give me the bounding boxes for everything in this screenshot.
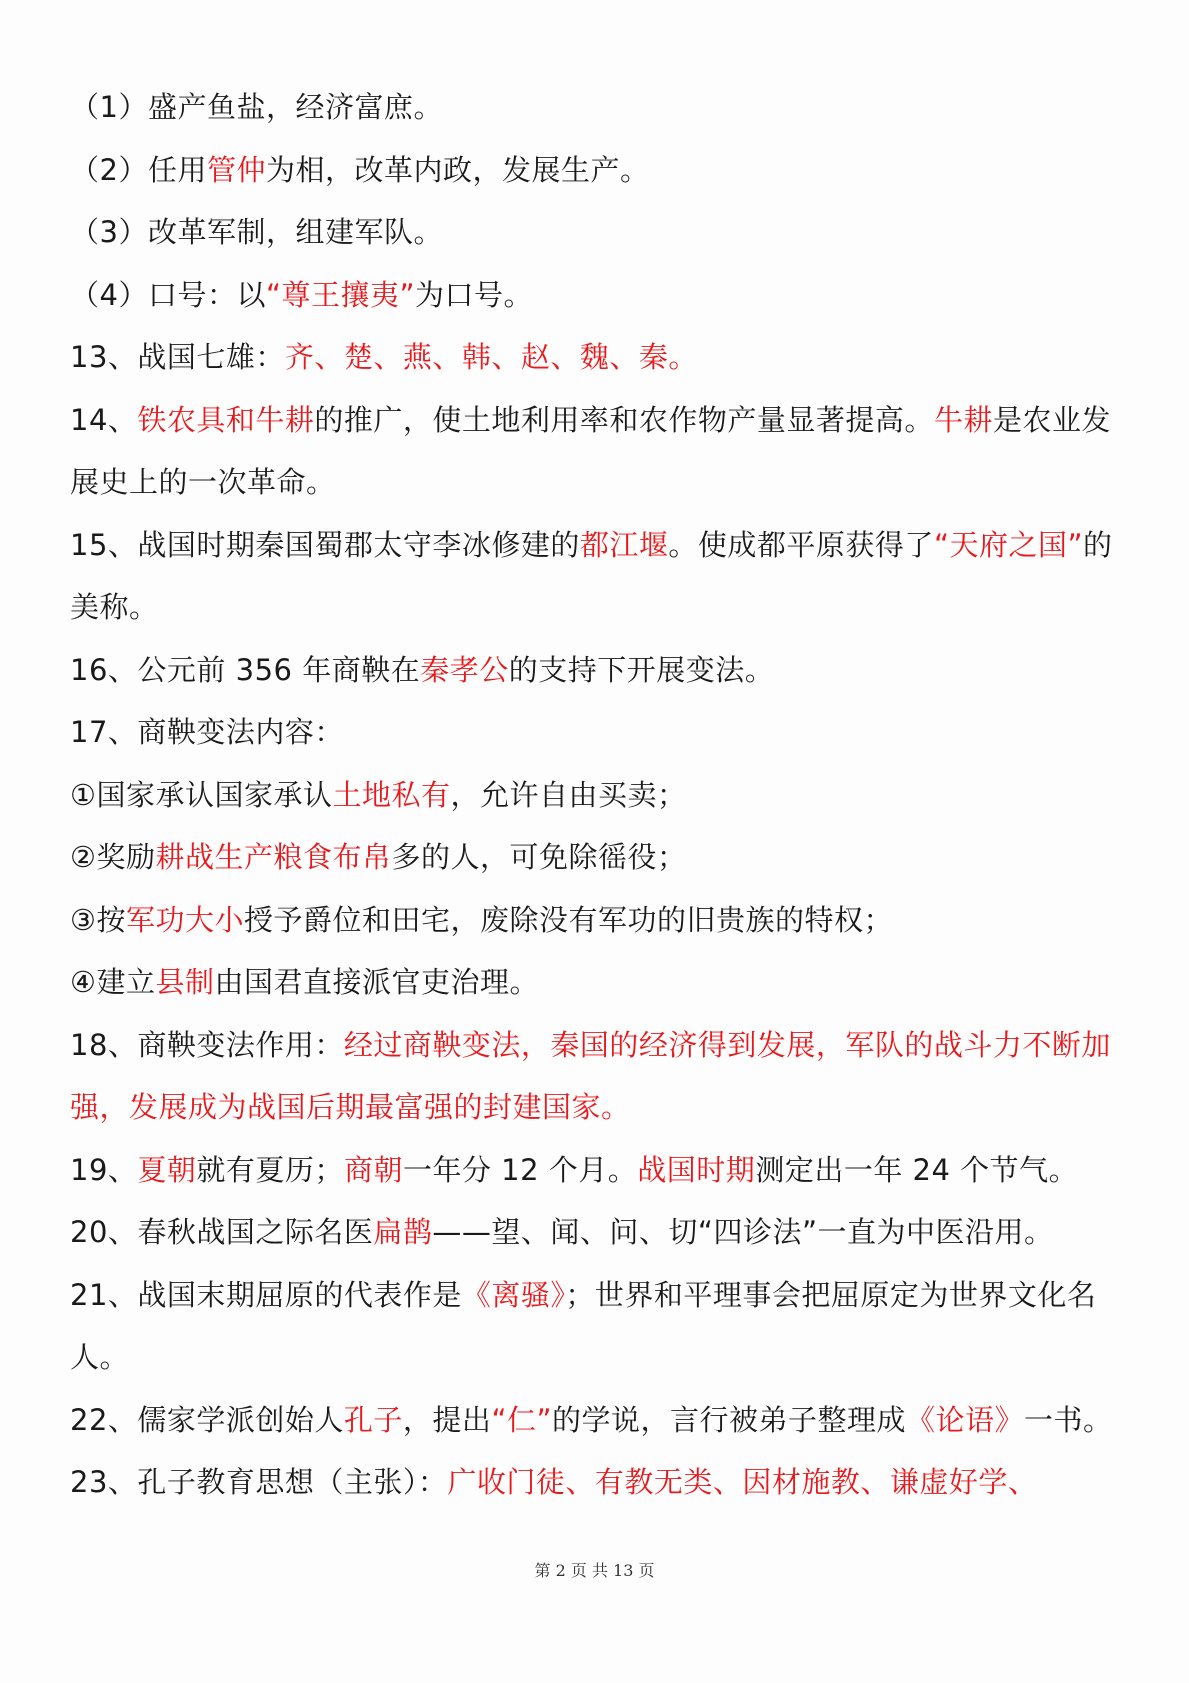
body-text: 一年分 12 个月。 [402, 1152, 638, 1187]
body-text: 为口号。 [415, 277, 534, 312]
text-line [70, 889, 1130, 952]
body-text: 14、 [70, 402, 138, 437]
document-body [70, 76, 1130, 1514]
body-text: 13、战国七雄： [70, 340, 285, 374]
highlight-text: 广收门徒、有教无类、因材施教、谦虚好学、 [447, 1465, 1038, 1499]
text-line [70, 76, 1130, 139]
text-line [70, 764, 1130, 827]
text-line [70, 326, 1130, 389]
body-text: 17、商鞅变法内容： [70, 715, 344, 749]
body-text: ④建立 [70, 965, 156, 999]
body-text: 由国君直接派官吏治理。 [214, 965, 540, 999]
body-text: 19、 [70, 1152, 138, 1187]
body-text: （2）任用 [70, 152, 207, 187]
highlight-text: 土地私有 [332, 777, 451, 812]
highlight-text: 耕战生产粮食布帛 [155, 840, 392, 874]
body-text: 18、商鞅变法作用： [70, 1027, 344, 1062]
body-text: 的学说，言行被弟子整理成 [552, 1402, 907, 1437]
highlight-text: 管仲 [206, 152, 266, 187]
text-line [70, 1451, 1130, 1514]
body-text: 15、战国时期秦国蜀郡太守李冰修建的 [70, 527, 580, 562]
body-text: 23、孔子教育思想（主张）： [70, 1465, 448, 1499]
highlight-text: 商朝 [343, 1152, 403, 1187]
body-text: 测定出一年 24 个节气。 [755, 1152, 1079, 1187]
highlight-text: “仁” [491, 1402, 552, 1437]
highlight-text: 牛耕 [933, 402, 993, 437]
highlight-text: 夏朝 [137, 1152, 197, 1187]
body-text: （1）盛产鱼盐，经济富庶。 [70, 90, 443, 124]
body-text: 20、春秋战国之际名医 [70, 1215, 374, 1249]
body-text: 一书。 [1024, 1402, 1113, 1437]
text-line [70, 264, 1130, 327]
text-line [70, 201, 1130, 264]
text-line [70, 1389, 1130, 1452]
text-line [70, 701, 1130, 764]
body-text: 的推广，使土地利用率和农作物产量显著提高。 [314, 402, 934, 437]
body-text: 16、公元前 356 年商鞅在 [70, 652, 421, 687]
highlight-text: 军功大小 [126, 902, 245, 937]
text-line [70, 826, 1130, 889]
text-line [70, 389, 1130, 514]
highlight-text: 《离骚》 [461, 1277, 566, 1312]
highlight-text: 《论语》 [906, 1402, 1025, 1437]
body-text: 授予爵位和田宅，废除没有军功的旧贵族的特权； [244, 902, 894, 937]
text-line [70, 1139, 1130, 1202]
highlight-text: 扁鹊 [373, 1215, 433, 1249]
highlight-text: 秦孝公 [420, 652, 509, 687]
text-line [70, 1014, 1130, 1139]
text-line [70, 639, 1130, 702]
body-text: 是农业发展史上的一次革命。 [70, 402, 1111, 499]
body-text: （4）口号：以 [70, 277, 266, 312]
body-text: ——望、闻、问、切“四诊法”一直为中医沿用。 [432, 1215, 1054, 1249]
text-line [70, 951, 1130, 1014]
highlight-text: 经过商鞅变法，秦国的经济得到发展，军队的战斗力不断加强，发展成为战国后期最富强的封建国家。 [70, 1027, 1111, 1124]
highlight-text: “尊王攘夷” [265, 277, 416, 312]
body-text: 。使成都平原获得了 [668, 527, 934, 562]
text-line [70, 1264, 1130, 1389]
body-text: 22、儒家学派创始人 [70, 1402, 344, 1437]
body-text: 就有夏历； [196, 1152, 344, 1187]
body-text: 为相，改革内政，发展生产。 [265, 152, 650, 187]
body-text: 21、战国末期屈原的代表作是 [70, 1277, 462, 1312]
body-text: ，允许自由买卖； [450, 777, 687, 812]
body-text: （3）改革军制，组建军队。 [70, 215, 443, 249]
page-footer: 第 2 页 共 13 页 [534, 1561, 655, 1580]
body-text: 的支持下开展变法。 [508, 652, 775, 687]
text-line [70, 1201, 1130, 1264]
highlight-text: “天府之国” [933, 527, 1083, 562]
highlight-text: 孔子 [343, 1402, 403, 1437]
highlight-text: 战国时期 [637, 1152, 756, 1187]
body-text: ②奖励 [70, 840, 156, 874]
body-text: ③按 [70, 902, 126, 937]
body-text: ；世界和平理事会把屈原定为世界文化名人。 [70, 1277, 1097, 1374]
body-text: ①国家承认国家承认 [70, 777, 333, 812]
body-text: ，提出 [402, 1402, 492, 1437]
highlight-text: 县制 [155, 965, 215, 999]
body-text: 的美称。 [70, 527, 1113, 624]
highlight-text: 都江堰 [579, 527, 669, 562]
highlight-text: 齐、楚、燕、韩、赵、魏、秦。 [284, 340, 698, 374]
body-text: 多的人，可免除徭役； [391, 840, 687, 874]
highlight-text: 铁农具和牛耕 [137, 402, 315, 437]
text-line [70, 514, 1130, 639]
text-line [70, 139, 1130, 202]
